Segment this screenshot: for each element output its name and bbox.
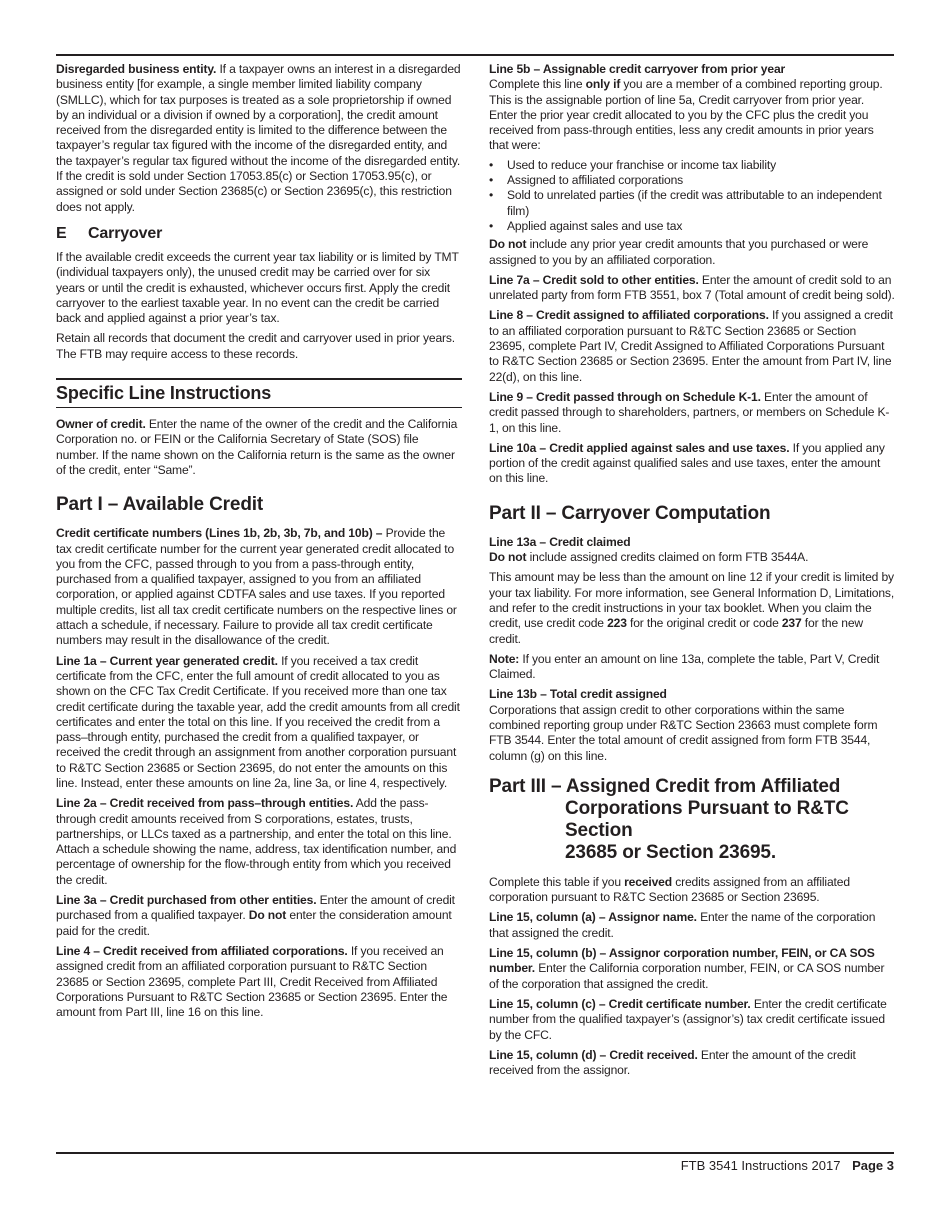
line-2a-paragraph: Line 2a – Credit received from pass–through entities. Add the pass-through credit amounts received from S corporations, estates, trusts, partnerships, or LLCs taxed as a partnership, and enter the total on this line. Attach a schedule showing the name, address, tax identification number, and percentage of ownership for the flow-through entity from which you received the credit. [56,796,457,887]
page-footer [681,1158,894,1173]
line-13b-paragraph: Line 13b – Total credit assigned Corporations that assign credit to other corporations within the same combined reporting group under R&TC Section 23663 must complete form FTB 3544. Enter the total amount of credit assigned from form FTB 3544, column (g) on this line. [489,687,878,763]
specific-line-instructions-header: Specific Line Instructions [56,378,462,408]
carryover-paragraph-1: If the available credit exceeds the current year tax liability or is limited by TMT (individual taxpayers only), the unused credit may be carried over for six years or until the credit is exhausted, whichever occurs first. Apply the credit carryover to the earliest taxable year. In no event can the credit be carried back and applied against a prior year’s tax. [56,249,459,326]
line-15-column-d-paragraph: Line 15, column (d) – Credit received. Enter the amount of the credit received from the assignor. [489,1047,856,1078]
line-4-paragraph: Line 4 – Credit received from affiliated corporations. If you received an assigned credit from an affiliated corporation pursuant to R&TC Section 23685 or Section 23695, complete Part III, Credit Received from Affiliated Corporations Pursuant to R&TC Section 23685 or Section 23695. Enter the amount from Part III, line 16 on this line. [56,943,448,1020]
line-3a-paragraph: Line 3a – Credit purchased from other entities. Enter the amount of credit purchased from a qualified taxpayer. Do not enter the consideration amount paid for the credit. [56,893,455,938]
left-column [56,62,462,1025]
part-3-title: Part III – Assigned Credit from Affiliated Corporations Pursuant to R&TC Section 23685 or Section 23695. [489,775,849,863]
line-7a-paragraph: Line 7a – Credit sold to other entities. Enter the amount of credit sold to an unrelated party from form FTB 3551, box 7 (Total amount of credit being sold). [489,272,895,303]
footer-form-name: FTB 3541 Instructions [680,1158,808,1173]
line-1a-paragraph: Line 1a – Current year generated credit. If you received a tax credit certificate from the CFC, enter the full amount of credit allocated to you as shown on the CFC Tax Credit Certificate. If you received more than one tax credit certificate during the taxable year, add the credit amounts from all credit certificates and enter the total on this line. If you received the credit from a pass–through entity, purchased the credit from a qualified taxpayer, or received the credit through an assignment from another corporation pursuant to R&TC Section 23685 or Section 23695, do not enter the amounts on this line. Instead, enter these amounts on line 2a, line 3a, or line 4, respectively. [56,653,460,790]
carryover-heading: E Carryover [56,224,163,242]
line-5b-bullet-list [489,158,895,234]
line-8-paragraph: Line 8 – Credit assigned to affiliated corporations. If you assigned a credit to an affiliated corporation pursuant to R&TC Section 23685 or Section 23695, complete Part IV, Credit Assigned to Affiliated Corporations Pursuant to R&TC Section 23685 or Section 23695. Enter the amount from Part IV, line 22(d), on this line. [489,308,893,384]
list-item: • Applied against sales and use tax [489,219,895,234]
part-3-intro-paragraph: Complete this table if you received credits assigned from an affiliated corporation pursuant to R&TC Section 23685 or Section 23695. [489,874,850,905]
part-2-title: Part II – Carryover Computation [489,502,771,524]
note-paragraph: Note: If you enter an amount on line 13a, complete the table, Part V, Credit Claimed. [489,651,880,682]
line-13a-paragraph: Line 13a – Credit claimed Do not include assigned credits claimed on form FTB 3544A. [489,534,809,565]
line-15-column-b-paragraph: Line 15, column (b) – Assignor corporation number, FEIN, or CA SOS number. Enter the California corporation number, FEIN, or CA SOS number of the corporation that assigned the credit. [489,946,885,991]
list-item: • Sold to unrelated parties (if the credit was attributable to an independent film) [489,188,895,219]
credit-certificate-paragraph: Credit certificate numbers (Lines 1b, 2b, 3b, 7b, and 10b) – Provide the tax credit certificate number for the current year generated credit allocated to you from the CFC, passed through to you from a pass-through entity, purchased from a qualified taxpayer, assigned to you from an affiliated corporation, or applied against CDTFA sales and use taxes. If you reported multiple credits, list all tax credit certificate numbers on the respective lines or attach a schedule, if necessary. Failure to provide all tax credit certificate numbers may result in the disallowance of the credit. [56,526,457,648]
list-item: • Assigned to affiliated corporations [489,173,895,188]
owner-of-credit-paragraph: Owner of credit. Enter the name of the owner of the credit and the California Corporation no. or FEIN or the California Secretary of State (SOS) file number. If the name shown on the California return is the same as the owner of the credit, enter “Same”. [56,417,458,477]
top-rule [56,54,894,56]
line-5b-do-not-paragraph: Do not include any prior year credit amounts that you purchased or were assigned to you by an affiliated corporation. [489,237,869,267]
footer-year: 2017 [811,1158,841,1173]
right-column [489,62,895,1083]
bottom-rule [56,1152,894,1154]
line-9-paragraph: Line 9 – Credit passed through on Schedule K-1. Enter the amount of credit passed through to shareholders, partners, or members on Schedule K-1, on this line. [489,389,890,435]
line-5b-paragraph: Line 5b – Assignable credit carryover from prior year Complete this line only if you are a member of a combined reporting group. This is the assignable portion of line 5a, Credit carryover from prior year. Enter the prior year credit allocated to you by the CFC plus the credit you received from pass-through entities, less any credit amounts in prior years that were: [489,62,883,153]
disregarded-entity-paragraph: Disregarded business entity. If a taxpayer owns an interest in a disregarded business entity [for example, a single member limited liability company (SMLLC), which for tax purposes is treated as a sole proprietorship if owned by an individual or a division if owned by a corporation], the credit amount received from the disregarded entity is limited to the difference between the taxpayer’s regular tax figured with the income of the disregarded entity, and the taxpayer’s regular tax figured without the income of the disregarded entity. If the credit is sold under Section 17053.85(c) or Section 17053.95(c), or assigned or sold under Section 23685(c) or Section 23695(c), this restriction does not apply. [56,62,461,214]
line-15-column-c-paragraph: Line 15, column (c) – Credit certificate number. Enter the credit certificate number from the qualified taxpayer’s (assignor’s) tax credit certificate issued by the CFC. [489,996,887,1042]
carryover-paragraph-2: Retain all records that document the credit and carryover used in prior years. The FTB may require access to these records. [56,331,456,361]
line-15-column-a-paragraph: Line 15, column (a) – Assignor name. Enter the name of the corporation that assigned the credit. [489,910,876,940]
list-item: • Used to reduce your franchise or income tax liability [489,158,895,173]
line-10a-paragraph: Line 10a – Credit applied against sales and use taxes. If you applied any portion of the credit against qualified sales and use taxes, enter the amount on this line. [489,440,885,486]
part-1-title: Part I – Available Credit [56,494,264,516]
credit-code-paragraph: This amount may be less than the amount on line 12 if your credit is limited by your tax liability. For more information, see General Information D, Limitations, and refer to the credit instructions in your tax booklet. When you claim the credit, use credit code 223 for the original credit or code 237 for the new credit. [489,570,895,646]
footer-page-number: Page 3 [852,1158,894,1173]
